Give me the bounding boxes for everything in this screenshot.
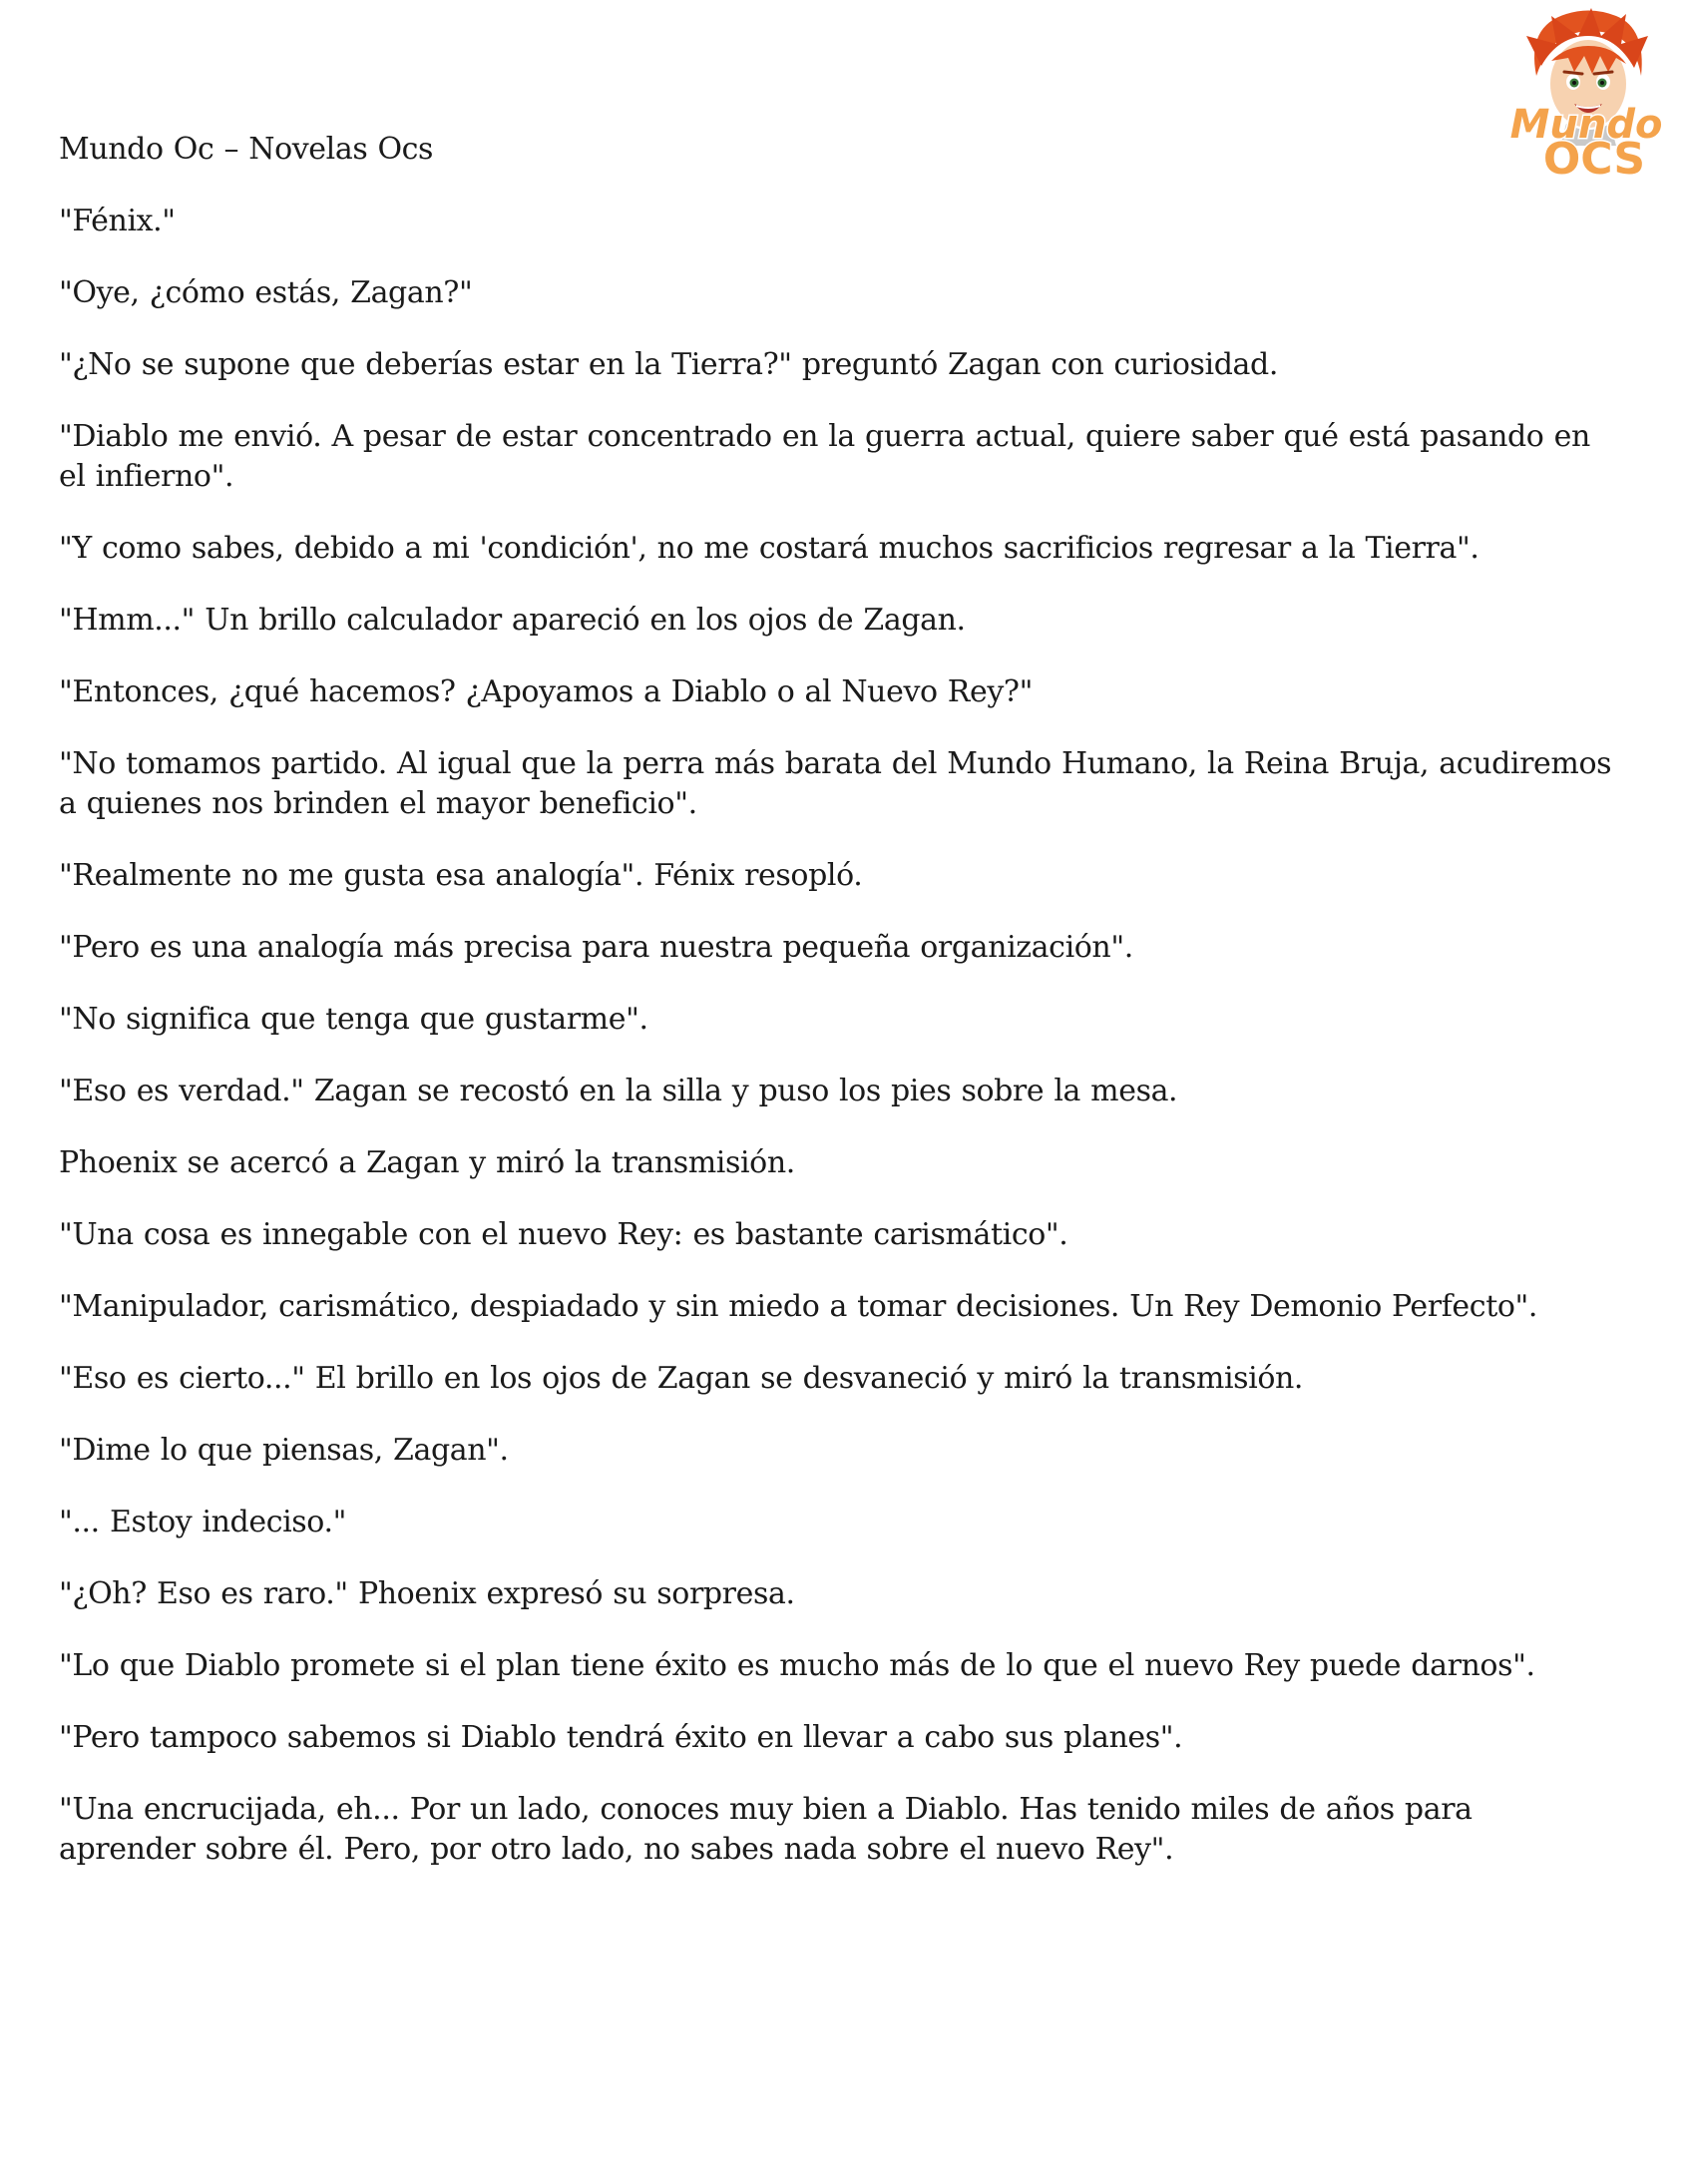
paragraph: "No tomamos partido. Al igual que la perra más barata del Mundo Humano, la Reina Bruja, acudiremos a quienes nos brinden el mayor beneficio". [59,746,1612,821]
paragraph: "Oye, ¿cómo estás, Zagan?" [59,275,473,310]
paragraph: "Hmm..." Un brillo calculador apareció en los ojos de Zagan. [59,603,966,638]
paragraph: "Dime lo que piensas, Zagan". [59,1433,509,1468]
paragraph: "¿Oh? Eso es raro." Phoenix expresó su sorpresa. [59,1576,795,1611]
logo-text-line1: Mundo [1509,102,1663,148]
paragraph: "Una cosa es innegable con el nuevo Rey: es bastante carismático". [59,1217,1068,1252]
paragraph: "Lo que Diablo promete si el plan tiene éxito es mucho más de lo que el nuevo Rey puede darnos". [59,1648,1535,1683]
paragraph: "Eso es verdad." Zagan se recostó en la silla y puso los pies sobre la mesa. [59,1074,1178,1108]
paragraph: "Entonces, ¿qué hacemos? ¿Apoyamos a Diablo o al Nuevo Rey?" [59,674,1033,709]
paragraph: "No significa que tenga que gustarme". [59,1002,648,1037]
paragraph: "Y como sabes, debido a mi 'condición', no me costará muchos sacrificios regresar a la Tierra". [59,531,1479,566]
paragraph: "Pero tampoco sabemos si Diablo tendrá éxito en llevar a cabo sus planes". [59,1720,1183,1755]
paragraph: "Una encrucijada, eh... Por un lado, conoces muy bien a Diablo. Has tenido miles de años para aprender sobre él. Pero, por otro lado, no sabes nada sobre el nuevo Rey". [59,1792,1473,1867]
site-title: Mundo Oc – Novelas Ocs [59,132,434,167]
logo-text-line2: OCS [1542,134,1646,182]
paragraph: "Pero es una analogía más precisa para nuestra pequeña organización". [59,930,1133,965]
paragraph: "... Estoy indeciso." [59,1505,346,1539]
paragraph: "Realmente no me gusta esa analogía". Fénix resopló. [59,858,863,893]
document-body [59,130,1615,1902]
paragraph: "Eso es cierto..." El brillo en los ojos de Zagan se desvaneció y miró la transmisión. [59,1361,1304,1396]
paragraph: Phoenix se acercó a Zagan y miró la transmisión. [59,1145,795,1180]
paragraph: "Manipulador, carismático, despiadado y sin miedo a tomar decisiones. Un Rey Demonio Perfecto". [59,1289,1538,1324]
paragraph: "Diablo me envió. A pesar de estar concentrado en la guerra actual, quiere saber qué está pasando en el infierno". [59,419,1590,494]
paragraph: "Fénix." [59,204,176,238]
paragraph: "¿No se supone que deberías estar en la Tierra?" preguntó Zagan con curiosidad. [59,347,1278,382]
